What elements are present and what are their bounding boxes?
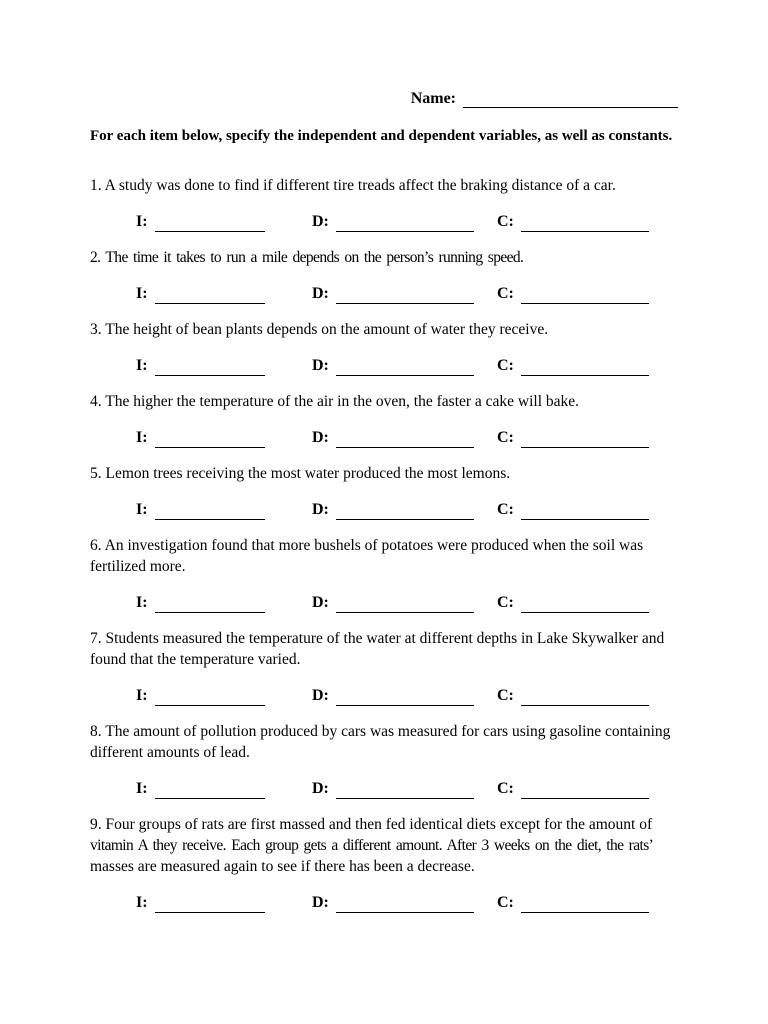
independent-label: I: bbox=[136, 429, 148, 446]
dependent-blank bbox=[336, 597, 474, 613]
answer-blanks-row bbox=[90, 892, 678, 913]
dependent-blank bbox=[336, 783, 474, 799]
constant-blank bbox=[521, 360, 649, 376]
constant-blank-group bbox=[497, 427, 650, 448]
independent-blank bbox=[155, 288, 265, 304]
dependent-label: D: bbox=[312, 357, 329, 374]
dependent-label: D: bbox=[312, 501, 329, 518]
answer-blanks-row bbox=[90, 427, 678, 448]
item-text-segment: 4. The higher the temperature of the air in the oven, the faster a cake will bake. bbox=[90, 393, 580, 410]
item-text-segment: 8. The amount of pollution produced by cars was measured for cars using gasoline containing different amounts of lead. bbox=[90, 723, 671, 761]
item-text-segment: 2. The time it takes to run a mile depends on the person’s running speed. bbox=[90, 249, 524, 266]
dependent-label: D: bbox=[312, 285, 329, 302]
constant-label: C: bbox=[497, 780, 514, 797]
constant-blank-group bbox=[497, 892, 650, 913]
constant-blank-group bbox=[497, 778, 650, 799]
constant-blank-group bbox=[497, 592, 650, 613]
dependent-blank bbox=[336, 360, 474, 376]
item-text-segment: 3. The height of bean plants depends on the amount of water they receive. bbox=[90, 321, 549, 338]
independent-label: I: bbox=[136, 687, 148, 704]
worksheet-item bbox=[90, 628, 678, 706]
constant-blank bbox=[521, 690, 649, 706]
constant-label: C: bbox=[497, 429, 514, 446]
item-text-segment: 6. An investigation found that more bushels of potatoes were produced when the soil was fertilized more. bbox=[90, 537, 644, 575]
answer-blanks-row bbox=[90, 592, 678, 613]
constant-blank bbox=[521, 897, 649, 913]
independent-blank bbox=[155, 597, 265, 613]
constant-blank-group bbox=[497, 211, 650, 232]
item-text-segment: 7. Students measured the temperature of the water at different depths in Lake Skywalker and found that the temperature varied. bbox=[90, 630, 665, 668]
independent-label: I: bbox=[136, 780, 148, 797]
item-text bbox=[90, 628, 678, 670]
item-text-segment: 5. Lemon trees receiving the most water produced the most lemons. bbox=[90, 465, 511, 482]
constant-blank bbox=[521, 288, 649, 304]
constant-blank-group bbox=[497, 283, 650, 304]
item-text bbox=[90, 391, 678, 412]
items-list bbox=[90, 175, 678, 913]
item-text-segment: vitamin A they receive. Each group gets a different amount. After 3 weeks on the diet, the rats’ bbox=[90, 837, 653, 854]
dependent-blank-group bbox=[312, 592, 497, 613]
dependent-label: D: bbox=[312, 594, 329, 611]
answer-blanks-row bbox=[90, 211, 678, 232]
item-text bbox=[90, 175, 678, 196]
item-text bbox=[90, 319, 678, 340]
dependent-blank bbox=[336, 216, 474, 232]
answer-blanks-row bbox=[90, 499, 678, 520]
constant-blank bbox=[521, 597, 649, 613]
dependent-blank bbox=[336, 432, 474, 448]
dependent-blank-group bbox=[312, 778, 497, 799]
independent-blank-group bbox=[136, 778, 312, 799]
dependent-blank bbox=[336, 504, 474, 520]
independent-blank bbox=[155, 432, 265, 448]
constant-blank bbox=[521, 783, 649, 799]
independent-label: I: bbox=[136, 285, 148, 302]
independent-blank bbox=[155, 783, 265, 799]
item-text bbox=[90, 463, 678, 484]
independent-blank-group bbox=[136, 211, 312, 232]
independent-blank-group bbox=[136, 427, 312, 448]
item-text bbox=[90, 814, 678, 877]
dependent-blank-group bbox=[312, 427, 497, 448]
dependent-blank-group bbox=[312, 211, 497, 232]
dependent-label: D: bbox=[312, 894, 329, 911]
independent-blank-group bbox=[136, 355, 312, 376]
name-label: Name: bbox=[410, 90, 456, 107]
dependent-label: D: bbox=[312, 429, 329, 446]
dependent-blank-group bbox=[312, 283, 497, 304]
item-text bbox=[90, 247, 678, 268]
dependent-blank bbox=[336, 288, 474, 304]
independent-label: I: bbox=[136, 501, 148, 518]
independent-blank bbox=[155, 216, 265, 232]
constant-blank-group bbox=[497, 685, 650, 706]
dependent-blank-group bbox=[312, 499, 497, 520]
independent-blank-group bbox=[136, 283, 312, 304]
independent-blank bbox=[155, 897, 265, 913]
constant-blank-group bbox=[497, 499, 650, 520]
dependent-label: D: bbox=[312, 687, 329, 704]
worksheet-item bbox=[90, 463, 678, 520]
dependent-label: D: bbox=[312, 213, 329, 230]
worksheet-item bbox=[90, 721, 678, 799]
independent-label: I: bbox=[136, 894, 148, 911]
answer-blanks-row bbox=[90, 355, 678, 376]
independent-blank-group bbox=[136, 499, 312, 520]
constant-blank bbox=[521, 216, 649, 232]
constant-label: C: bbox=[497, 894, 514, 911]
constant-label: C: bbox=[497, 594, 514, 611]
answer-blanks-row bbox=[90, 283, 678, 304]
constant-label: C: bbox=[497, 357, 514, 374]
constant-label: C: bbox=[497, 213, 514, 230]
constant-label: C: bbox=[497, 687, 514, 704]
name-blank bbox=[463, 92, 678, 108]
worksheet-item bbox=[90, 247, 678, 304]
dependent-blank-group bbox=[312, 355, 497, 376]
item-text-segment: masses are measured again to see if there has been a decrease. bbox=[90, 858, 475, 875]
constant-blank bbox=[521, 432, 649, 448]
name-row bbox=[90, 88, 678, 108]
independent-blank-group bbox=[136, 592, 312, 613]
independent-label: I: bbox=[136, 357, 148, 374]
worksheet-item bbox=[90, 814, 678, 913]
item-text bbox=[90, 721, 678, 763]
instruction-text: For each item below, specify the independent and dependent variables, as well as constants. bbox=[90, 128, 673, 144]
worksheet-item bbox=[90, 175, 678, 232]
item-text-segment: 9. Four groups of rats are first massed and then fed identical diets except for the amount of bbox=[90, 816, 653, 833]
dependent-blank-group bbox=[312, 892, 497, 913]
constant-label: C: bbox=[497, 501, 514, 518]
item-text bbox=[90, 535, 678, 577]
dependent-label: D: bbox=[312, 780, 329, 797]
independent-label: I: bbox=[136, 594, 148, 611]
independent-blank bbox=[155, 504, 265, 520]
worksheet-item bbox=[90, 319, 678, 376]
independent-blank bbox=[155, 690, 265, 706]
answer-blanks-row bbox=[90, 778, 678, 799]
independent-blank bbox=[155, 360, 265, 376]
independent-blank-group bbox=[136, 685, 312, 706]
constant-blank-group bbox=[497, 355, 650, 376]
independent-blank-group bbox=[136, 892, 312, 913]
worksheet-item bbox=[90, 391, 678, 448]
dependent-blank bbox=[336, 690, 474, 706]
answer-blanks-row bbox=[90, 685, 678, 706]
constant-blank bbox=[521, 504, 649, 520]
dependent-blank-group bbox=[312, 685, 497, 706]
constant-label: C: bbox=[497, 285, 514, 302]
worksheet-item bbox=[90, 535, 678, 613]
dependent-blank bbox=[336, 897, 474, 913]
item-text-segment: 1. A study was done to find if different tire treads affect the braking distance of a car. bbox=[90, 177, 616, 194]
independent-label: I: bbox=[136, 213, 148, 230]
